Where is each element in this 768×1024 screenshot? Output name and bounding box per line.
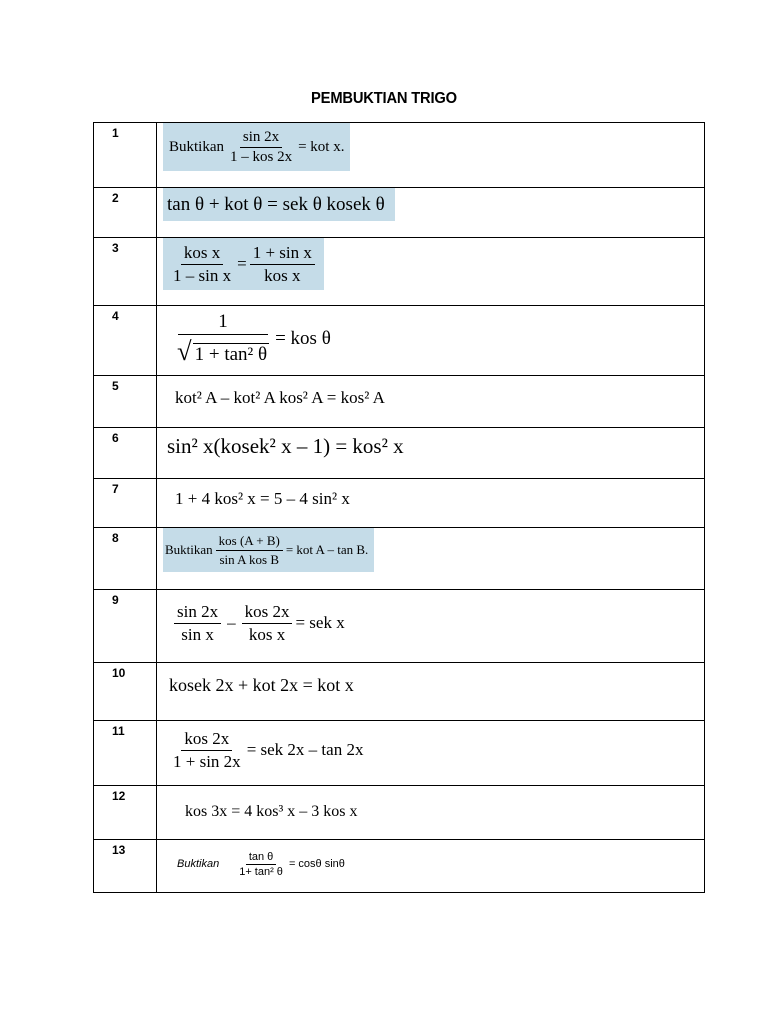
sqrt-icon: √ (177, 336, 192, 366)
table-row (94, 721, 705, 786)
equation-cell (157, 123, 705, 188)
fraction-right (250, 243, 315, 286)
numerator: kos x (181, 243, 223, 265)
row-number: 4 (94, 306, 157, 376)
equation-cell (157, 590, 705, 663)
equation-text: tan θ + kot θ = sek θ kosek θ (167, 193, 385, 215)
equation-image (163, 786, 405, 838)
equation-cell (157, 663, 705, 721)
row-number: 1 (94, 123, 157, 188)
equation-image (163, 590, 399, 656)
equation-image (163, 528, 374, 572)
table-row (94, 479, 705, 528)
numerator: 1 + sin x (250, 243, 315, 265)
equation-cell (157, 188, 705, 238)
page-title: PEMBUKTIAN TRIGO (311, 90, 457, 107)
rhs-text: = cosθ sinθ (288, 858, 345, 870)
numerator: 1 (178, 311, 268, 335)
table-row (94, 238, 705, 306)
equation-text: kot² A – kot² A kos² A = kos² A (175, 388, 385, 407)
table-row (94, 306, 705, 376)
denominator: 1 – sin x (173, 265, 232, 285)
denominator (174, 335, 272, 367)
row-number: 6 (94, 428, 157, 479)
denominator: sin x (181, 624, 214, 644)
table-row (94, 590, 705, 663)
denominator: sin A kos B (219, 551, 280, 567)
equation-cell (157, 840, 705, 893)
rhs-text: = kot x. (298, 138, 345, 155)
table-row (94, 840, 705, 893)
denominator: 1 + sin 2x (173, 751, 241, 771)
equation-text: 1 + 4 kos² x = 5 – 4 sin² x (175, 489, 350, 508)
equation-cell (157, 786, 705, 840)
table-row (94, 123, 705, 188)
fraction-left (170, 243, 234, 286)
table-row (94, 786, 705, 840)
row-number: 7 (94, 479, 157, 528)
equation-cell (157, 376, 705, 428)
equation-image (163, 721, 403, 779)
row-number: 2 (94, 188, 157, 238)
equation-cell (157, 306, 705, 376)
row-number: 10 (94, 663, 157, 721)
row-number: 13 (94, 840, 157, 893)
row-number: 3 (94, 238, 157, 306)
table-row (94, 428, 705, 479)
rhs-text: = sek 2x – tan 2x (246, 740, 364, 759)
rhs-text: = sek x (295, 613, 345, 632)
equation-text: kosek 2x + kot 2x = kot x (169, 674, 354, 695)
table-row (94, 188, 705, 238)
equation-image (163, 663, 399, 707)
denominator: 1+ tan² θ (239, 865, 283, 878)
equation-cell (157, 238, 705, 306)
fraction (236, 851, 286, 878)
equation-text: sin² x(kosek² x – 1) = kos² x (167, 433, 404, 458)
row-number: 8 (94, 528, 157, 590)
minus-sign: – (227, 613, 236, 632)
numerator: tan θ (246, 851, 276, 865)
equation-image (163, 428, 404, 464)
equation-image (163, 238, 324, 290)
table-row (94, 376, 705, 428)
fraction (174, 311, 272, 367)
numerator: kos 2x (181, 729, 232, 751)
equation-image (163, 188, 395, 221)
fraction (170, 729, 244, 772)
numerator: kos 2x (242, 602, 293, 624)
rhs-text: = kot A – tan B. (285, 542, 369, 557)
equation-image (163, 310, 331, 368)
denominator: kos x (264, 265, 301, 285)
prefix-text: Buktikan (169, 138, 224, 155)
equation-cell (157, 721, 705, 786)
row-number: 11 (94, 721, 157, 786)
fraction-left (174, 602, 221, 645)
table-row (94, 663, 705, 721)
prefix-text: Buktikan (177, 858, 220, 870)
numerator: sin 2x (174, 602, 221, 624)
equation-cell (157, 528, 705, 590)
proof-table (93, 122, 705, 893)
equation-image (163, 846, 345, 882)
denominator: 1 – kos 2x (230, 148, 293, 165)
fraction (227, 129, 295, 166)
equation-cell (157, 428, 705, 479)
equation-image (163, 123, 350, 171)
fraction (216, 533, 283, 568)
fraction-right (242, 602, 293, 645)
equation-text: kos 3x = 4 kos³ x – 3 kos x (185, 803, 358, 820)
row-number: 9 (94, 590, 157, 663)
numerator: sin 2x (240, 129, 282, 148)
equation-image (163, 485, 350, 513)
radicand: 1 + tan² θ (194, 344, 268, 365)
equals-sign: = (237, 254, 247, 273)
numerator: kos (A + B) (216, 533, 283, 551)
rhs-text: = kos θ (275, 328, 331, 349)
equation-cell (157, 479, 705, 528)
row-number: 5 (94, 376, 157, 428)
denominator: kos x (248, 624, 286, 644)
prefix-text: Buktikan (165, 542, 213, 557)
table-row (94, 528, 705, 590)
equation-image (163, 376, 455, 420)
row-number: 12 (94, 786, 157, 840)
